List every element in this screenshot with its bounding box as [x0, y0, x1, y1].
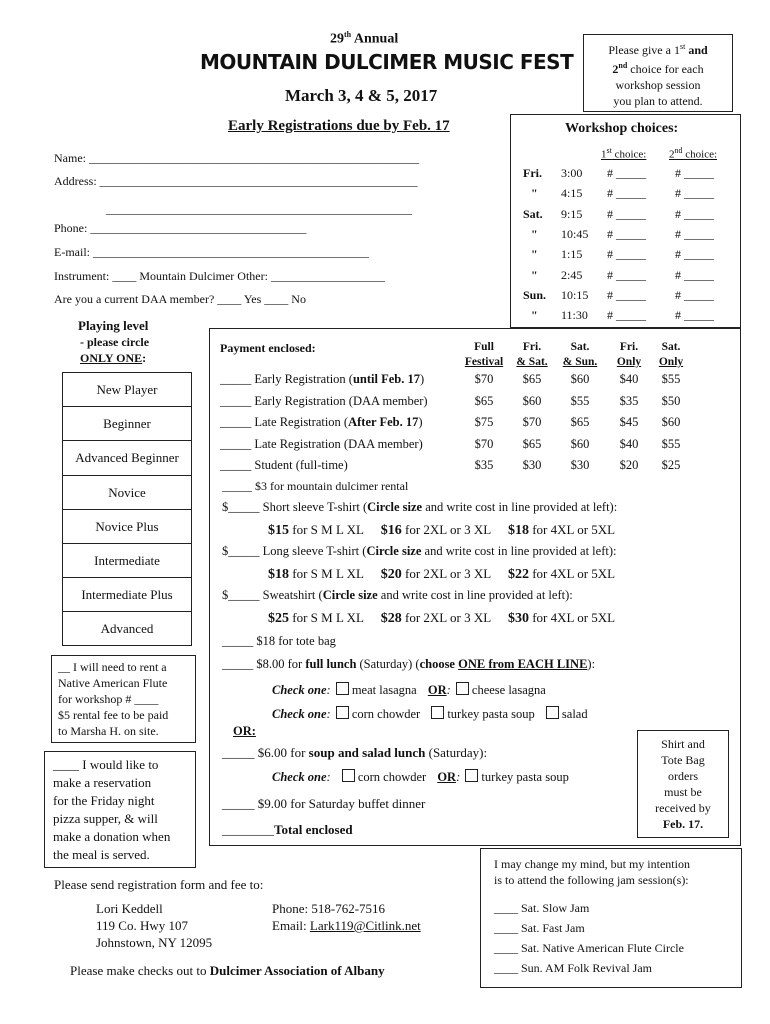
- playing-level-title: Playing level: [78, 318, 149, 333]
- workshop-day: ": [531, 308, 538, 323]
- workshop-time: 10:15: [561, 287, 589, 302]
- first-choice-input[interactable]: # _____: [607, 267, 646, 282]
- level-option[interactable]: Advanced: [63, 611, 191, 646]
- second-choice-input[interactable]: # _____: [675, 226, 714, 241]
- payment-column-header: Fri.: [522, 341, 542, 353]
- level-option[interactable]: Intermediate: [63, 543, 191, 578]
- price-cell: $20: [619, 458, 639, 472]
- second-choice-input[interactable]: # _____: [675, 308, 714, 323]
- recipient-name: Lori Keddell: [96, 901, 163, 916]
- price-cell: $60: [661, 415, 681, 429]
- registration-option[interactable]: _____ Early Registration (DAA member): [220, 393, 428, 408]
- short-tshirt-line[interactable]: $_____ Short sleeve T-shirt (Circle size and write cost in line provided at left):: [222, 500, 618, 514]
- price-cell: $30: [522, 458, 542, 472]
- first-choice-input[interactable]: # _____: [607, 226, 646, 241]
- email-link[interactable]: Lark119@Citlink.net: [309, 918, 421, 933]
- flute-rental-note[interactable]: __ I will need to rent a Native American Flute for workshop # ____ $5 rental fee to be paid to Marsha H. on site.: [51, 655, 196, 743]
- second-choice-input[interactable]: # _____: [675, 206, 714, 221]
- payment-column-header: Sat.: [661, 341, 681, 353]
- workshop-day: ": [531, 267, 538, 282]
- workshop-day: Sun.: [523, 287, 547, 302]
- payment-column-header: & Sat.: [516, 356, 548, 368]
- price-cell: $65: [522, 372, 542, 386]
- second-choice-input[interactable]: # _____: [675, 186, 714, 201]
- address-field[interactable]: Address: _____________________________________________________: [54, 174, 418, 188]
- second-choice-input[interactable]: # _____: [675, 287, 714, 302]
- soup-salad-choice-line: Check one: corn chowder OR: turkey pasta soup: [272, 770, 569, 784]
- workshop-time: 9:15: [561, 206, 583, 221]
- short-tshirt-sizes: $15 for S M L XL $16 for 2XL or 3 XL $18 for 4XL or 5XL: [268, 522, 616, 538]
- lasagna-choice-line: Check one: meat lasagna OR: cheese lasagna: [272, 683, 546, 697]
- soup-salad-lunch-line[interactable]: _____ $6.00 for soup and salad lunch (Saturday):: [222, 745, 488, 760]
- workshop-time: 4:15: [561, 186, 583, 201]
- first-choice-input[interactable]: # _____: [607, 247, 646, 262]
- second-choice-input[interactable]: # _____: [675, 166, 714, 180]
- payment-column-header: Sat.: [570, 341, 590, 353]
- choice-note-box: Please give a 1st and 2nd choice for each workshop session you plan to attend.: [583, 34, 733, 112]
- price-cell: $40: [619, 372, 639, 386]
- workshop-day: ": [531, 186, 538, 201]
- payment-column-header: Full: [474, 341, 494, 353]
- level-option[interactable]: New Player: [63, 372, 191, 407]
- soup-choice-line: Check one: corn chowder turkey pasta soup salad: [272, 707, 588, 721]
- price-cell: $60: [570, 372, 590, 386]
- long-tshirt-line[interactable]: $_____ Long sleeve T-shirt (Circle size and write cost in line provided at left):: [222, 544, 617, 558]
- price-cell: $70: [522, 415, 542, 429]
- page-title: MOUNTAIN DULCIMER MUSIC FEST: [200, 50, 574, 74]
- recipient-phone: Phone: 518-762-7516: [272, 901, 386, 916]
- payment-column-header: Only: [658, 356, 684, 368]
- corn-chowder-checkbox[interactable]: [336, 706, 349, 719]
- level-option[interactable]: Novice Plus: [63, 509, 191, 544]
- payment-title: Payment enclosed:: [220, 341, 316, 355]
- price-cell: $55: [570, 393, 590, 408]
- price-cell: $65: [522, 436, 542, 451]
- event-dates: March 3, 4 & 5, 2017: [285, 86, 438, 105]
- payment-column-header: Only: [616, 356, 642, 368]
- payment-column-header: Fri.: [619, 341, 639, 353]
- workshop-day: ": [531, 247, 538, 262]
- price-cell: $70: [474, 436, 494, 451]
- level-option[interactable]: Advanced Beginner: [63, 440, 191, 475]
- first-choice-input[interactable]: # _____: [607, 206, 646, 221]
- price-cell: $35: [619, 393, 639, 408]
- price-cell: $75: [474, 415, 494, 429]
- meat-lasagna-checkbox[interactable]: [336, 682, 349, 695]
- full-lunch-line[interactable]: _____ $8.00 for full lunch (Saturday) (choose ONE from EACH LINE):: [222, 657, 596, 671]
- workshop-time: 10:45: [561, 226, 589, 241]
- registration-option[interactable]: _____ Late Registration (After Feb. 17): [220, 415, 423, 429]
- playing-level-only: ONLY ONE:: [80, 351, 147, 365]
- cheese-lasagna-checkbox[interactable]: [456, 682, 469, 695]
- price-cell: $60: [570, 436, 590, 451]
- price-cell: $25: [661, 458, 681, 472]
- level-option[interactable]: Beginner: [63, 406, 191, 441]
- jam-session-option[interactable]: ____ Sat. Fast Jam: [494, 921, 585, 935]
- jam-session-option[interactable]: ____ Sun. AM Folk Revival Jam: [494, 961, 653, 975]
- workshop-time: 2:45: [561, 267, 583, 282]
- price-cell: $40: [619, 436, 639, 451]
- second-choice-input[interactable]: # _____: [675, 267, 714, 282]
- checks-payable: Please make checks out to Dulcimer Association of Albany: [70, 963, 385, 978]
- playing-level-list: [62, 372, 192, 646]
- second-choice-input[interactable]: # _____: [675, 247, 714, 262]
- total-enclosed-line[interactable]: ________Total enclosed: [222, 822, 353, 837]
- workshop-time: 3:00: [561, 166, 583, 180]
- level-option[interactable]: Intermediate Plus: [63, 577, 191, 612]
- price-cell: $55: [661, 436, 681, 451]
- soup-corn-chowder-checkbox[interactable]: [342, 769, 355, 782]
- recipient-address1: 119 Co. Hwy 107: [96, 918, 188, 933]
- price-cell: $55: [661, 372, 681, 386]
- phone-field[interactable]: Phone: ____________________________________: [54, 221, 307, 235]
- or-label: OR:: [233, 724, 256, 738]
- price-cell: $50: [661, 393, 681, 408]
- email-field[interactable]: E-mail: ______________________________________________: [54, 245, 369, 259]
- price-cell: $65: [474, 393, 494, 408]
- early-due-notice: Early Registrations due by Feb. 17: [228, 118, 450, 134]
- workshop-time: 1:15: [561, 247, 583, 262]
- recipient-address2: Johnstown, NY 12095: [96, 935, 213, 950]
- registration-option[interactable]: _____ Late Registration (DAA member): [220, 436, 423, 451]
- price-cell: $45: [619, 415, 639, 429]
- first-choice-input[interactable]: # _____: [607, 166, 646, 180]
- tote-bag-line[interactable]: _____ $18 for tote bag: [222, 634, 336, 648]
- price-cell: $60: [522, 393, 542, 408]
- instrument-field[interactable]: Instrument: ____ Mountain Dulcimer Other: ___________________: [54, 269, 385, 283]
- daa-member-field[interactable]: Are you a current DAA member? ____ Yes ____ No: [54, 292, 306, 306]
- jam-sessions-box: I may change my mind, but my intention is to attend the following jam session(s): ____ Sat. Slow Jam ____ Sat. Fast Jam ____ Sat. Native American Flute Circle ____ Sun. AM Folk Revival Jam: [480, 848, 742, 988]
- price-cell: $70: [474, 372, 494, 386]
- salad-checkbox[interactable]: [546, 706, 559, 719]
- sweatshirt-line[interactable]: $_____ Sweatshirt (Circle size and write cost in line provided at left):: [222, 588, 573, 602]
- level-option[interactable]: Novice: [63, 475, 191, 510]
- workshop-time: 11:30: [561, 308, 588, 323]
- pizza-supper-note[interactable]: ____ I would like to make a reservation for the Friday night pizza supper, & will make a donation when the meal is served.: [44, 751, 196, 868]
- jam-session-option[interactable]: ____ Sat. Slow Jam: [494, 901, 590, 915]
- recipient-email: Email: Lark119@Citlink.net: [272, 918, 421, 933]
- playing-level-sub: - please circle: [80, 335, 150, 349]
- buffet-dinner-line[interactable]: _____ $9.00 for Saturday buffet dinner: [222, 796, 426, 811]
- address-line2-field[interactable]: ___________________________________________________: [106, 202, 412, 216]
- annual-heading: 29th Annual: [330, 30, 399, 47]
- price-cell: $65: [570, 415, 590, 429]
- soup-turkey-pasta-checkbox[interactable]: [465, 769, 478, 782]
- jam-session-option[interactable]: ____ Sat. Native American Flute Circle: [494, 941, 684, 955]
- first-choice-input[interactable]: # _____: [607, 308, 646, 323]
- first-choice-input[interactable]: # _____: [607, 287, 646, 302]
- sweatshirt-sizes: $25 for S M L XL $28 for 2XL or 3 XL $30 for 4XL or 5XL: [268, 610, 616, 626]
- second-choice-header: 2nd choice:: [669, 146, 718, 161]
- first-choice-input[interactable]: # _____: [607, 186, 646, 201]
- workshop-title: Workshop choices:: [565, 121, 679, 136]
- first-choice-header: 1st choice:: [601, 146, 647, 161]
- registration-option[interactable]: _____ Student (full-time): [220, 458, 348, 472]
- name-field[interactable]: Name: _______________________________________________________: [54, 151, 419, 165]
- turkey-pasta-checkbox[interactable]: [431, 706, 444, 719]
- send-intro: Please send registration form and fee to:: [54, 877, 264, 892]
- dulcimer-rental-line[interactable]: _____ $3 for mountain dulcimer rental: [222, 479, 409, 493]
- workshop-choices-box: [510, 114, 741, 328]
- payment-column-header: & Sun.: [562, 356, 598, 368]
- workshop-day: Fri.: [523, 166, 542, 180]
- long-tshirt-sizes: $18 for S M L XL $20 for 2XL or 3 XL $22 for 4XL or 5XL: [268, 566, 616, 582]
- registration-option[interactable]: _____ Early Registration (until Feb. 17): [220, 372, 425, 386]
- payment-column-header: Festival: [464, 356, 504, 368]
- workshop-day: Sat.: [523, 206, 543, 221]
- shirt-order-note: Shirt and Tote Bag orders must be received by Feb. 17.: [637, 730, 729, 838]
- workshop-day: ": [531, 226, 538, 241]
- price-cell: $30: [570, 458, 590, 472]
- price-cell: $35: [474, 458, 494, 472]
